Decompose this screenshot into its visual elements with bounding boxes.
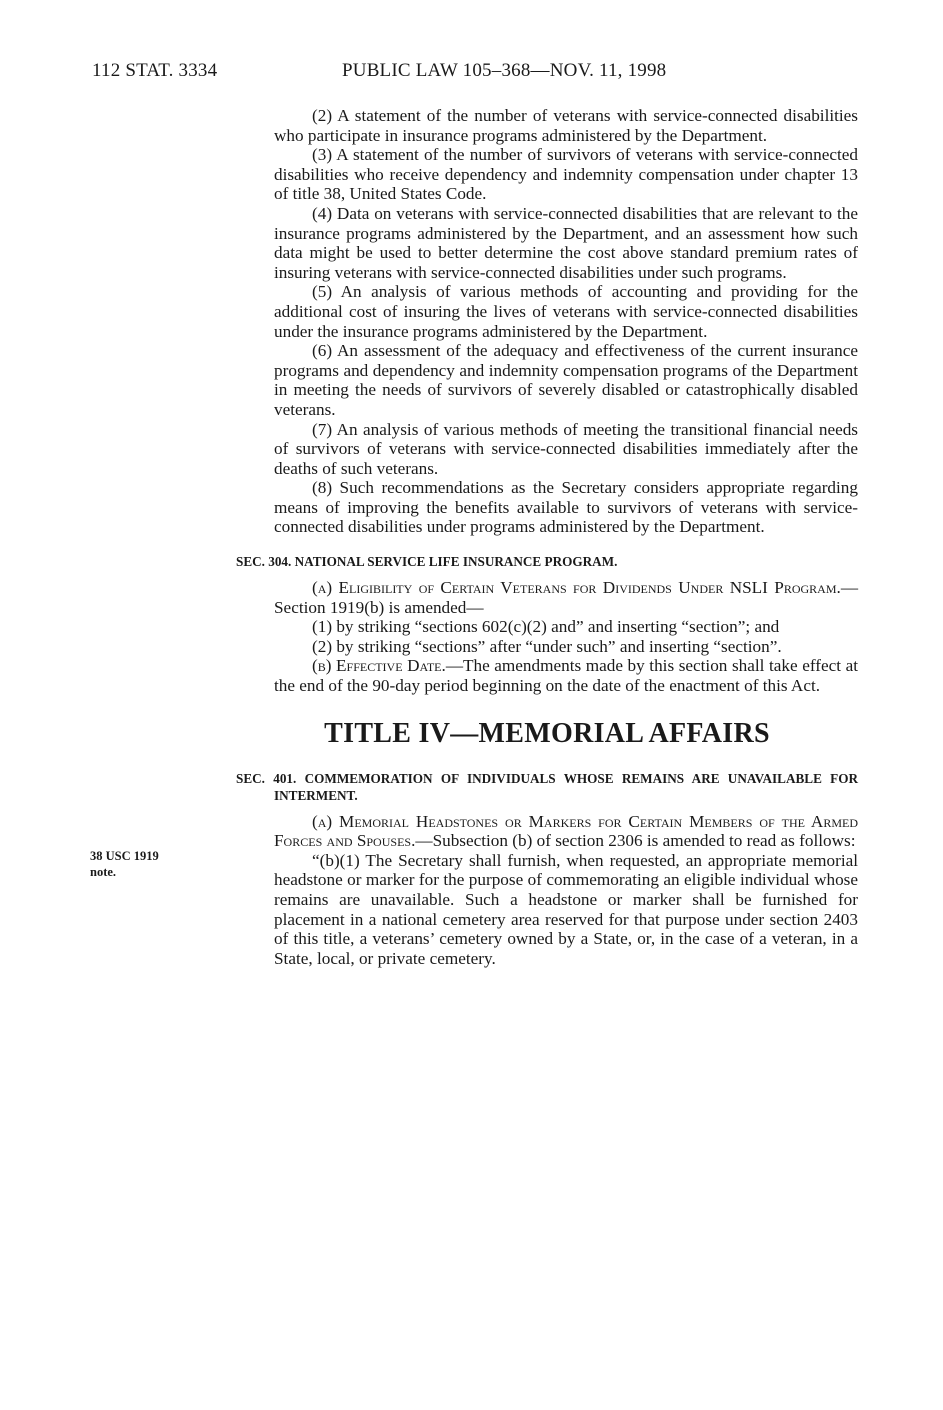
section-304-a-caption: (a) Eligibility of Certain Veterans for Dividends Under NSLI Program. — [312, 578, 841, 598]
section-304-subsection-a — [274, 578, 858, 617]
paragraph-3: (3) A statement of the number of survivors of veterans with service-connected disabilities who receive dependency and indemnity compensation under chapter 13 of title 38, United States Code. — [274, 145, 858, 204]
margin-note — [90, 848, 210, 880]
section-304-b-caption: (b) Effective Date. — [312, 656, 446, 676]
title-iv-heading: TITLE IV—MEMORIAL AFFAIRS — [324, 717, 770, 749]
paragraph-6: (6) An assessment of the adequacy and effectiveness of the current insurance programs and dependency and indemnity compensation programs of the Department in meeting the needs of survivors of severely disabled or catastrophically disabled veterans. — [274, 341, 858, 419]
section-304-heading: SEC. 304. NATIONAL SERVICE LIFE INSURANCE PROGRAM. — [236, 554, 618, 570]
section-401-heading: SEC. 401. COMMEMORATION OF INDIVIDUALS WHOSE REMAINS ARE UNAVAILABLE FOR INTERMENT. — [236, 770, 858, 803]
paragraph-8: (8) Such recommendations as the Secretary considers appropriate regarding means of improving the benefits available to survivors of veterans with service-connected disabilities under programs administered by the Department. — [274, 478, 858, 537]
section-401-subsection-a — [274, 812, 858, 851]
running-head — [92, 60, 872, 86]
statute-page-number: 112 STAT. 3334 — [92, 60, 218, 81]
paragraph-4: (4) Data on veterans with service-connected disabilities that are relevant to the insurance programs administered by the Department, and an assessment how such data might be used to better determine the cost above standard premium rates of insuring veterans with service-connected disabilities under such programs. — [274, 203, 858, 282]
section-401-a-caption: (a) Memorial Headstones or Markers for Certain Members of the Armed Forces and Spouses. — [274, 811, 858, 851]
section-304-subsection-b — [274, 656, 858, 695]
paragraph-2: (2) A statement of the number of veterans with service-connected disabilities who participate in insurance programs administered by the Department. — [274, 106, 858, 145]
section-304-b-text: —The amendments made by this section shall take effect at the end of the 90-day period beginning on the date of the enactment of this Act. — [274, 656, 858, 696]
paragraph-7: (7) An analysis of various methods of meeting the transitional financial needs of survivors of veterans with service-connected disabilities immediately after the deaths of such veterans. — [274, 419, 858, 478]
paragraph-5: (5) An analysis of various methods of accounting and providing for the additional cost of insuring the lives of veterans with service-connected disabilities under the insurance programs administered by the Department. — [274, 282, 858, 341]
margin-note-citation: 38 USC 1919 — [90, 849, 159, 863]
section-304-item-2: (2) by striking “sections” after “under such” and inserting “section”. — [312, 636, 782, 656]
body-text — [236, 106, 858, 968]
public-law-citation: PUBLIC LAW 105–368—NOV. 11, 1998 — [342, 60, 667, 81]
section-304-item-1: (1) by striking “sections 602(c)(2) and” and inserting “section”; and — [312, 617, 780, 637]
margin-note-label: note. — [90, 865, 117, 879]
section-401-quoted-text: “(b)(1) The Secretary shall furnish, when requested, an appropriate memorial headstone or marker for the purpose of commemorating an eligible individual whose remains are unavailable. Such a headstone or marker shall be furnished for placement in a national cemetery area reserved for that purpose under section 2403 of this title, a veterans’ cemetery owned by a State, or, in the case of a veteran, in a State, local, or private cemetery. — [274, 850, 858, 968]
section-401-a-text: —Subsection (b) of section 2306 is amended to read as follows: — [415, 831, 856, 851]
section-304-a-text: —Section 1919(b) is amended— — [274, 578, 858, 617]
